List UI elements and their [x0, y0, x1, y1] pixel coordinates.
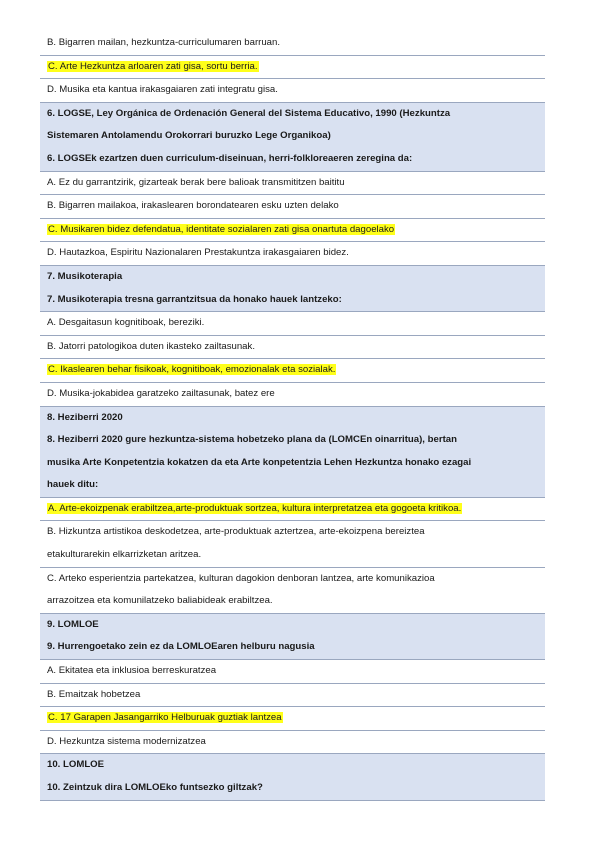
option-row: A. Ekitatea eta inklusioa berreskuratzea [40, 660, 545, 684]
highlighted-answer: C. 17 Garapen Jasangarriko Helburuak guztiak lantzea [48, 712, 282, 724]
option-row [40, 79, 545, 103]
option-row: A. Desgaitasun kognitiboak, bereziki. [40, 312, 545, 336]
highlighted-answer: C. Arte Hezkuntza arloaren zati gisa, sortu berria. [48, 60, 258, 72]
option-text: D. Musika eta kantua irakasgaiaren zati integratu gisa. [47, 84, 278, 96]
option-row: B. Jatorri patologikoa duten ikasteko zailtasunak. [40, 336, 545, 360]
option-text: B. Bigarren mailan, hezkuntza-curriculumaren barruan. [47, 37, 281, 48]
highlighted-answer: C. Ikaslearen behar fisikoak, kognitiboak, emozionalak eta sozialak. [48, 364, 336, 376]
option-row: B. Hizkuntza artistikoa deskodetzea, arte-produktuak aztertzea, arte-ekoizpena bereiztea [47, 526, 425, 538]
option-row: D. Musika-jokabidea garatzeko zailtasunak, batez ere [40, 383, 545, 407]
option-row-continued: etakulturarekin elkarrizketan aritzea. [40, 544, 545, 568]
document-body [40, 32, 545, 801]
question-heading-continued: musika Arte Konpetentzia kokatzen da eta Arte konpetentzia Lehen Hezkuntza honako ezagai [40, 452, 545, 475]
highlighted-answer: A. Arte-ekoizpenak erabiltzea,arte-produktuak sortzea, kultura interpretatzea eta gogoeta kritikoa. [48, 502, 462, 514]
option-row-highlighted [40, 219, 545, 243]
option-row: B. Emaitzak hobetzea [40, 684, 545, 708]
question-heading: 6. LOGSEk ezartzen duen curriculum-diseinuan, herri-folkloreaeren zeregina da: [40, 148, 545, 172]
option-row: D. Hautazkoa, Espiritu Nazionalaren Prestakuntza irakasgaiaren bidez. [40, 242, 545, 266]
option-row: C. Arteko esperientzia partekatzea, kulturan dagokion denboran lantzea, arte komunikazioa [47, 572, 435, 584]
option-row [40, 32, 545, 56]
section-title: 7. Musikoterapia [40, 266, 545, 289]
section-title-continued: Sistemaren Antolamendu Orokorrari buruzko Lege Organikoa) [40, 125, 545, 148]
question-heading: 10. Zeintzuk dira LOMLOEko funtsezko giltzak? [40, 777, 545, 801]
question-heading: 7. Musikoterapia tresna garrantzitsua da honako hauek lantzeko: [40, 289, 545, 313]
section-title: 6. LOGSE, Ley Orgánica de Ordenación General del Sistema Educativo, 1990 (Hezkuntza [40, 103, 545, 126]
option-row: B. Bigarren mailakoa, irakaslearen borondatearen esku uzten delako [40, 195, 545, 219]
option-row: D. Hezkuntza sistema modernizatzea [40, 731, 545, 755]
section-title: 8. Heziberri 2020 [40, 407, 545, 430]
option-row: A. Ez du garrantzirik, gizarteak berak bere balioak transmititzen baititu [40, 172, 545, 196]
option-row-highlighted [40, 707, 545, 731]
section-title: 10. LOMLOE [40, 754, 545, 777]
option-row-continued: arrazoitzea eta komunilatzeko baliabideak erabiltzea. [40, 590, 545, 614]
question-heading: 9. Hurrengoetako zein ez da LOMLOEaren helburu nagusia [40, 636, 545, 660]
option-row-highlighted [40, 359, 545, 383]
question-heading: 8. Heziberri 2020 gure hezkuntza-sistema hobetzeko plana da (LOMCEn oinarritua), bertan [40, 429, 545, 452]
option-row-highlighted [40, 498, 545, 522]
highlighted-answer: C. Musikaren bidez defendatua, identitate sozialaren zati gisa onartuta dagoelako [48, 223, 395, 235]
question-heading-continued: hauek ditu: [40, 474, 545, 498]
option-row-highlighted [40, 56, 545, 80]
section-title: 9. LOMLOE [40, 614, 545, 637]
